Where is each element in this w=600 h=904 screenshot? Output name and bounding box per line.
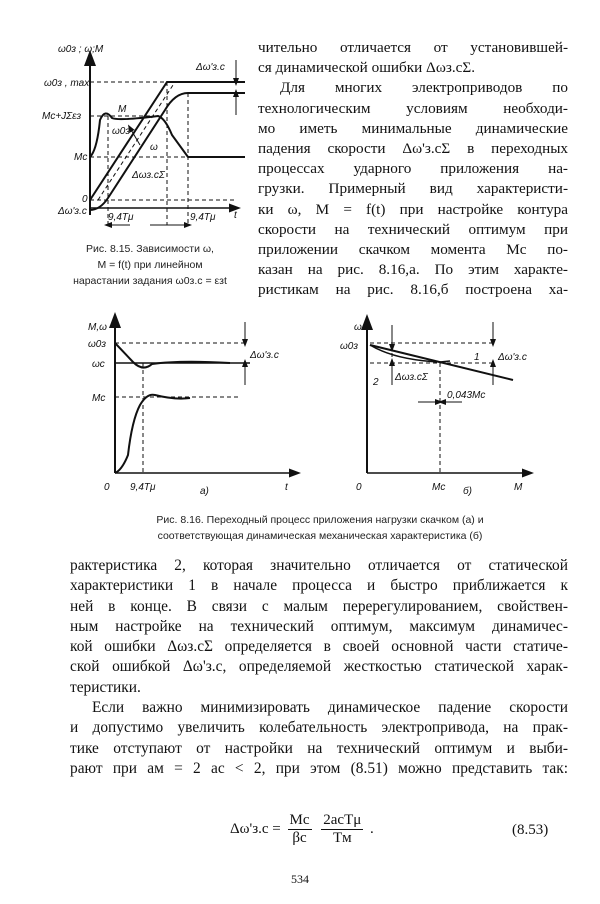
text-line: рактеристика 2, которая значительно отличается от статической [70, 557, 568, 574]
denominator: βc [292, 830, 307, 846]
fig815-w0max: ω0з , max [44, 78, 90, 89]
text-line: кой ошибки Δωз.сΣ определяется в своей основной части статиче- [70, 638, 568, 656]
fig815-dwc-low: Δω'з.с [58, 206, 87, 217]
text-line: процессах ударного приложения на- [258, 160, 568, 178]
text-line: казан на рис. 8.16,а. По этим характе- [258, 261, 568, 279]
text-line: скорости на технический оптимум при [258, 220, 568, 238]
text-line: рают при aм = 2 ac < 2, при этом (8.51) можно представить так: [70, 759, 568, 777]
fraction-1 [288, 812, 312, 847]
numerator: 2acTμ [323, 812, 362, 828]
fig816b-mc: Mc [432, 482, 446, 493]
text-line: ки ω, M = f(t) при настройке контура [258, 200, 568, 218]
formula-lhs: Δω'з.с = [230, 820, 281, 837]
fig816b-dw: Δω'з.с [498, 352, 527, 363]
caption-line: Рис. 8.15. Зависимости ω, [86, 243, 214, 255]
fig816b-ylabel: ω [354, 322, 362, 333]
text-line: ся динамической ошибки Δωз.сΣ. [258, 59, 475, 77]
text-line: падения скорости Δω'з.сΣ в переходных [258, 140, 568, 158]
fig816b-m: M [514, 482, 523, 493]
fig816b-dwsum: Δωз.сΣ [395, 372, 428, 383]
figure-8-15 [90, 58, 245, 225]
text-line: грузки. Примерный вид характеристи- [258, 180, 568, 198]
formula-end: . [370, 820, 374, 837]
fig816b-delta: 0,043Mc [447, 390, 486, 401]
text-line: технологическим условиям необходи- [258, 99, 568, 117]
fig816a-dw: Δω'з.с [250, 350, 279, 361]
text-line: ней в конце. В связи с малым перерегулированием, свойствен- [70, 597, 568, 615]
denominator: Tм [332, 830, 352, 846]
text-line: ской ошибкой Δω'з.с, определяемой жесткостью статической харак- [70, 658, 568, 676]
fraction-2 [321, 812, 363, 847]
caption-line: Рис. 8.16. Переходный процесс приложения нагрузки скачком (а) и [156, 514, 484, 526]
text-line: тике отступают от настройки на технический оптимум и выби- [70, 739, 568, 757]
fig816a-label: a) [200, 486, 209, 497]
fig816a-ylabel: M,ω [88, 322, 107, 333]
text-line: ным настройке на технический оптимум, максимум динамичес- [70, 617, 568, 635]
fig815-ylabel: ω0з ; ω;M [58, 44, 104, 55]
right-column-text [258, 38, 568, 301]
fig815-w-label: ω [150, 142, 158, 153]
fig816a-t: t [285, 482, 288, 493]
fig816a-wc: ωc [92, 359, 105, 370]
caption-line: соответствующая динамическая механическая характеристика (б) [157, 530, 483, 542]
text-line: Для многих электроприводов по [280, 79, 568, 97]
fig815-t: t [234, 210, 237, 221]
text-line: теристики. [70, 678, 141, 696]
moment-curve [115, 395, 190, 473]
text-line: мо иметь минимальные динамические [258, 119, 568, 137]
fig816b-curve2: 2 [373, 377, 379, 388]
page-number: 534 [291, 872, 309, 886]
fig815-caption [45, 241, 255, 289]
text-line: приложении скачком момента Mc по- [258, 241, 568, 259]
fig815-mcj: Mc+JΣεз [42, 111, 82, 122]
fig816a-mc: Mc [92, 393, 106, 404]
equation-number: (8.53) [512, 822, 549, 838]
text-line: чительно отличается от установившей- [258, 39, 568, 56]
fig816a-zero: 0 [104, 482, 110, 493]
fig816a-w0: ω0з [88, 339, 106, 350]
text-line: характеристики 1 в начале процесса и быстро приближается к [70, 577, 568, 595]
text-line: и допустимо увеличить колебательность электропривода, на прак- [70, 719, 568, 737]
numerator: Mc [289, 812, 310, 828]
fig816-caption [60, 512, 580, 544]
fig815-m-label: M [118, 104, 127, 115]
fig815-dwc-top: Δω'з.с [196, 62, 225, 73]
fig815-dwsum: Δωз.сΣ [132, 170, 165, 181]
fig816b-label: б) [463, 486, 472, 497]
figure-8-16a [115, 320, 295, 473]
caption-line: нарастании задания ω0з.с = εзt [73, 275, 227, 287]
text-line: Если важно минимизировать динамическое падение скорости [92, 699, 568, 717]
omega-curve [115, 343, 230, 368]
fig815-t2: 9,4Tμ [190, 212, 216, 223]
fig816b-w0: ω0з [340, 341, 358, 352]
fig816a-t1: 9,4Tμ [130, 482, 156, 493]
fig815-w0-label: ω0з [112, 126, 130, 137]
fig816b-zero: 0 [356, 482, 362, 493]
equation-8-53 [230, 812, 374, 847]
fig816b-curve1: 1 [474, 352, 480, 363]
fig815-zero: 0 [82, 194, 88, 205]
text-line: ристикам на рис. 8.16,б построена ха- [258, 281, 568, 299]
main-text [70, 556, 568, 779]
fig815-mc: Mc [74, 152, 88, 163]
caption-line: M = f(t) при линейном [97, 259, 203, 271]
fig815-t1: 9,4Tμ [108, 212, 134, 223]
